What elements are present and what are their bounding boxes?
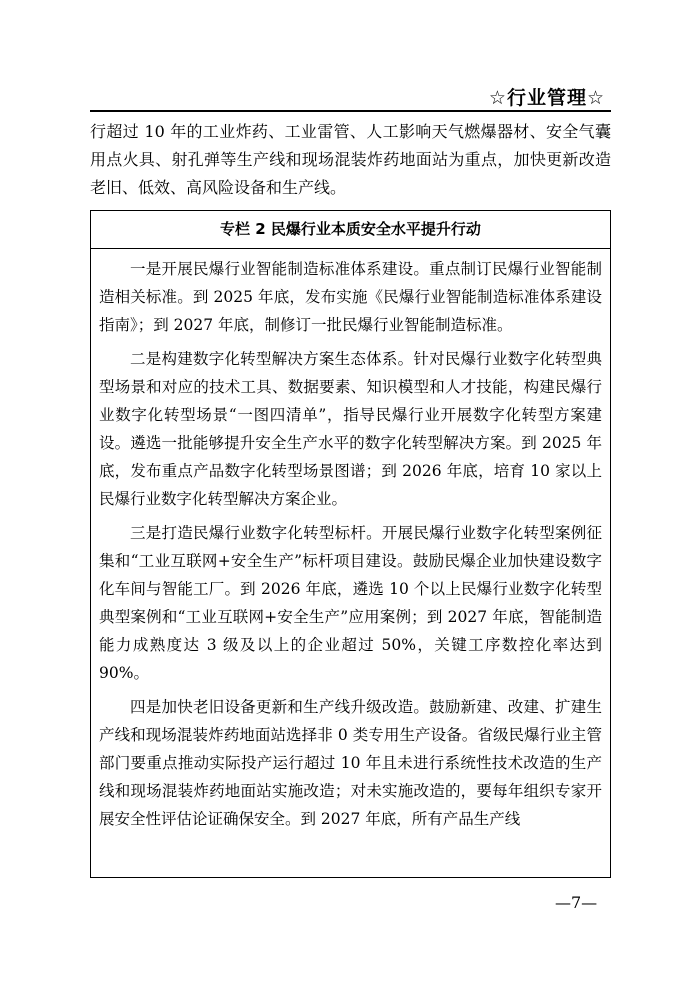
feature-box (90, 210, 611, 878)
feature-paragraph-4: 四是加快老旧设备更新和生产线升级改造。鼓励新建、改建、扩建生产线和现场混装炸药地面站选择非 0 类专用生产设备。省级民爆行业主管部门要重点推动实际投产运行超过 10 年且未进行系统性技术改造的生产线和现场混装炸药地面站实施改造；对未实施改造的，要每年组织专家开展安全性评估论证确保安全。到 2027 年底，所有产品生产线 (99, 698, 602, 828)
feature-box-body (91, 249, 610, 833)
intro-paragraph: 行超过 10 年的工业炸药、工业雷管、人工影响天气燃爆器材、安全气囊用点火具、射孔弹等生产线和现场混装炸药地面站为重点，加快更新改造老旧、低效、高风险设备和生产线。 (90, 122, 611, 197)
feature-paragraph-2: 二是构建数字化转型解决方案生态体系。针对民爆行业数字化转型典型场景和对应的技术工具、数据要素、知识模型和人才技能，构建民爆行业数字化转型场景“一图四清单”，指导民爆行业开展数字化转型方案建设。遴选一批能够提升安全生产水平的数字化转型解决方案。到 2025 年底，发布重点产品数字化转型场景图谱；到 2026 年底，培育 10 家以上民爆行业数字化转型解决方案企业。 (99, 350, 602, 508)
page-number: —7— (555, 893, 598, 912)
header-divider (90, 110, 611, 112)
section-header-title: ☆行业管理☆ (488, 87, 605, 109)
feature-paragraph-3: 三是打造民爆行业数字化转型标杆。开展民爆行业数字化转型案例征集和“工业互联网+安全生产”标杆项目建设。鼓励民爆企业加快建设数字化车间与智能工厂。到 2026 年底，遴选 10 个以上民爆行业数字化转型典型案例和“工业互联网+安全生产”应用案例；到 2027 年底，智能制造能力成熟度达 3 级及以上的企业超过 50%，关键工序数控化率达到 90%。 (99, 524, 602, 682)
feature-paragraph-1: 一是开展民爆行业智能制造标准体系建设。重点制订民爆行业智能制造相关标准。到 2025 年底，发布实施《民爆行业智能制造标准体系建设指南》；到 2027 年底，制修订一批民爆行业智能制造标准。 (99, 260, 602, 334)
feature-box-title: 专栏 2 民爆行业本质安全水平提升行动 (91, 211, 610, 249)
